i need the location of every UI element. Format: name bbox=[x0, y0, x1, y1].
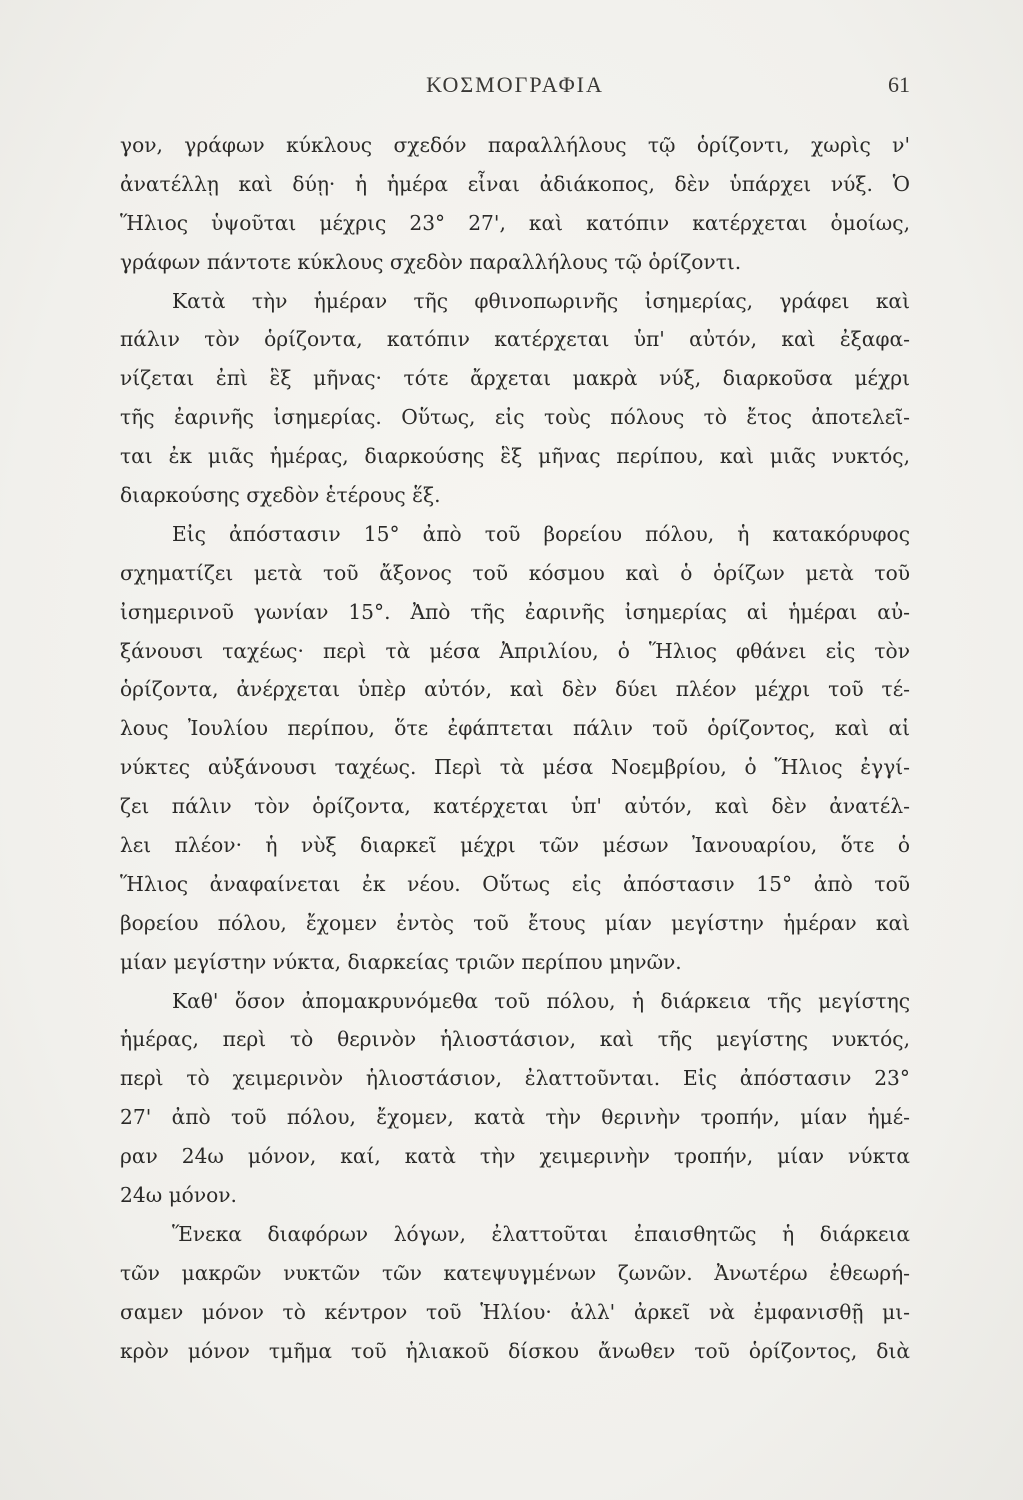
text-line: Κατὰ τὴν ἡμέραν τῆς φθινοπωρινῆς ἰσημερίας, γράφει καὶ bbox=[172, 288, 910, 313]
text-line: γράφων πάντοτε κύκλους σχεδὸν παραλλήλους τῷ ὁρίζοντι. bbox=[120, 249, 742, 274]
text-line: ἀνατέλλῃ καὶ δύῃ· ἡ ἡμέρα εἶναι ἀδιάκοπος, δὲν ὑπάρχει νύξ. Ὁ bbox=[120, 171, 910, 196]
body-text bbox=[120, 126, 910, 1371]
text-line: τῶν μακρῶν νυκτῶν τῶν κατεψυγμένων ζωνῶν. Ἀνωτέρω ἐθεωρή- bbox=[120, 1260, 910, 1285]
text-line: Καθ' ὅσον ἀπομακρυνόμεθα τοῦ πόλου, ἡ διάρκεια τῆς μεγίστης bbox=[172, 988, 910, 1013]
page-header bbox=[120, 72, 910, 112]
text-line: σαμεν μόνον τὸ κέντρον τοῦ Ἡλίου· ἀλλ' ἀρκεῖ νὰ ἐμφανισθῇ μι- bbox=[120, 1299, 910, 1324]
text-line: ξάνουσι ταχέως· περὶ τὰ μέσα Ἀπριλίου, ὁ Ἥλιος φθάνει εἰς τὸν bbox=[120, 638, 910, 663]
running-title: ΚΟΣΜΟΓΡΑΦΙΑ bbox=[426, 72, 604, 97]
text-line: γον, γράφων κύκλους σχεδόν παραλλήλους τῷ ὁρίζοντι, χωρὶς ν' bbox=[120, 133, 910, 157]
text-line: ἰσημερινοῦ γωνίαν 15°. Ἀπὸ τῆς ἐαρινῆς ἰσημερίας αἱ ἡμέραι αὐ- bbox=[120, 599, 910, 624]
text-line: 24ω μόνον. bbox=[120, 1183, 237, 1208]
text-line: νίζεται ἐπὶ ἓξ μῆνας· τότε ἄρχεται μακρὰ νύξ, διαρκοῦσα μέχρι bbox=[120, 366, 910, 391]
page-number: 61 bbox=[888, 72, 910, 97]
text-line: ται ἐκ μιᾶς ἡμέρας, διαρκούσης ἓξ μῆνας περίπου, καὶ μιᾶς νυκτός, bbox=[120, 444, 910, 469]
text-line: μίαν μεγίστην νύκτα, διαρκείας τριῶν περίπου μηνῶν. bbox=[120, 949, 682, 974]
text-line: ζει πάλιν τὸν ὁρίζοντα, κατέρχεται ὑπ' αὐτόν, καὶ δὲν ἀνατέλ- bbox=[120, 794, 910, 819]
text-line: περὶ τὸ χειμερινὸν ἡλιοστάσιον, ἐλαττοῦνται. Εἰς ἀπόστασιν 23° bbox=[120, 1066, 910, 1091]
text-line: 27' ἀπὸ τοῦ πόλου, ἔχομεν, κατὰ τὴν θερινὴν τροπήν, μίαν ἡμέ- bbox=[120, 1105, 910, 1130]
text-line: ὁρίζοντα, ἀνέρχεται ὑπὲρ αὐτόν, καὶ δὲν δύει πλέον μέχρι τοῦ τέ- bbox=[120, 677, 910, 702]
text-line: βορείου πόλου, ἔχομεν ἐντὸς τοῦ ἔτους μίαν μεγίστην ἡμέραν καὶ bbox=[120, 910, 910, 935]
text-line: λους Ἰουλίου περίπου, ὅτε ἐφάπτεται πάλιν τοῦ ὁρίζοντος, καὶ αἱ bbox=[120, 716, 910, 741]
text-line: Ἥλιος ἀναφαίνεται ἐκ νέου. Οὕτως εἰς ἀπόστασιν 15° ἀπὸ τοῦ bbox=[120, 871, 910, 896]
text-line: νύκτες αὐξάνουσι ταχέως. Περὶ τὰ μέσα Νοεμβρίου, ὁ Ἥλιος ἐγγί- bbox=[120, 755, 910, 780]
text-line: λει πλέον· ἡ νὺξ διαρκεῖ μέχρι τῶν μέσων Ἰανουαρίου, ὅτε ὁ bbox=[120, 833, 910, 858]
text-line: ραν 24ω μόνον, καί, κατὰ τὴν χειμερινὴν τροπήν, μίαν νύκτα bbox=[120, 1144, 910, 1169]
text-line: ἡμέρας, περὶ τὸ θερινὸν ἡλιοστάσιον, καὶ τῆς μεγίστης νυκτός, bbox=[120, 1027, 910, 1052]
text-line: Ἕνεκα διαφόρων λόγων, ἐλαττοῦται ἐπαισθητῶς ἡ διάρκεια bbox=[172, 1221, 910, 1246]
text-line: διαρκούσης σχεδὸν ἑτέρους ἕξ. bbox=[120, 483, 441, 508]
text-line: Ἥλιος ὑψοῦται μέχρις 23° 27', καὶ κατόπιν κατέρχεται ὁμοίως, bbox=[120, 210, 910, 235]
text-line: κρὸν μόνον τμῆμα τοῦ ἡλιακοῦ δίσκου ἄνωθεν τοῦ ὁρίζοντος, διὰ bbox=[120, 1338, 910, 1363]
text-line: σχηματίζει μετὰ τοῦ ἄξονος τοῦ κόσμου καὶ ὁ ὁρίζων μετὰ τοῦ bbox=[120, 560, 910, 585]
text-line: πάλιν τὸν ὁρίζοντα, κατόπιν κατέρχεται ὑπ' αὐτόν, καὶ ἐξαφα- bbox=[120, 327, 910, 352]
text-line: τῆς ἐαρινῆς ἰσημερίας. Οὕτως, εἰς τοὺς πόλους τὸ ἔτος ἀποτελεῖ- bbox=[120, 405, 910, 430]
text-line: Εἰς ἀπόστασιν 15° ἀπὸ τοῦ βορείου πόλου, ἡ κατακόρυφος bbox=[172, 521, 910, 546]
